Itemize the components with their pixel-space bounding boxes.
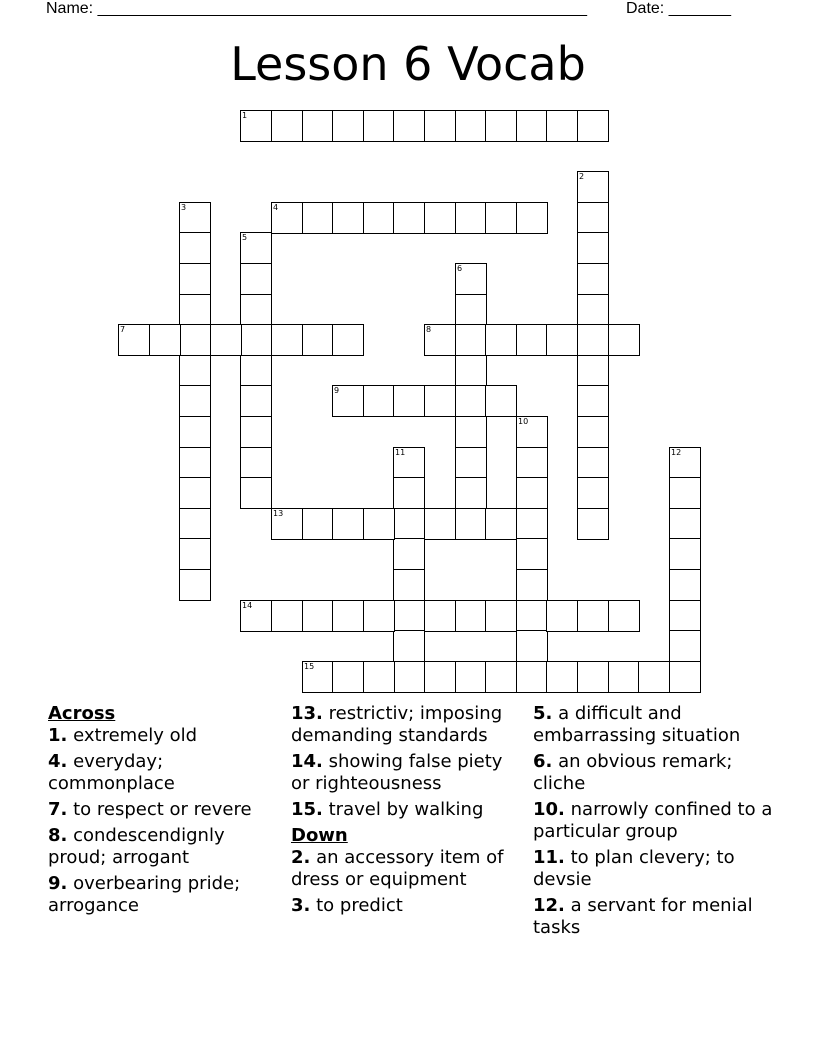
crossword-cell[interactable] (179, 263, 211, 295)
crossword-cell[interactable] (240, 416, 272, 448)
crossword-cell[interactable] (240, 232, 272, 264)
crossword-cell[interactable] (302, 661, 334, 693)
crossword-cell[interactable] (577, 110, 609, 142)
crossword-cell[interactable] (393, 385, 425, 417)
clue-column-3 (533, 703, 773, 943)
crossword-cell[interactable] (516, 447, 548, 479)
clue-across-7: 7. to respect or revere (48, 799, 252, 820)
clue-column-1 (48, 703, 273, 921)
crossword-cell[interactable] (546, 600, 578, 632)
cell-number: 11 (395, 448, 406, 457)
crossword-cell[interactable] (577, 263, 609, 295)
crossword-cell[interactable] (516, 600, 548, 632)
crossword-cell[interactable] (332, 600, 364, 632)
crossword-cell[interactable] (302, 202, 334, 234)
clue-down-11: 11. to plan clevery; to devsie (533, 847, 735, 890)
crossword-cell[interactable] (271, 324, 303, 356)
crossword-cell[interactable] (363, 508, 395, 540)
crossword-cell[interactable] (393, 569, 425, 601)
crossword-cell[interactable] (516, 630, 548, 662)
crossword-cell[interactable] (302, 600, 334, 632)
crossword-cell[interactable] (424, 600, 456, 632)
clue-down-5: 5. a difficult and embarrassing situation (533, 703, 741, 746)
crossword-cell[interactable] (577, 477, 609, 509)
crossword-cell[interactable] (669, 630, 701, 662)
crossword-cell[interactable] (485, 324, 517, 356)
clue-across-9: 9. overbearing pride; arrogance (48, 873, 241, 916)
cell-number: 10 (518, 417, 529, 426)
crossword-cell[interactable] (455, 202, 487, 234)
crossword-cell[interactable] (577, 508, 609, 540)
crossword-cell[interactable] (546, 110, 578, 142)
clue-down-2: 2. an accessory item of dress or equipment (291, 847, 504, 890)
crossword-cell[interactable] (179, 355, 211, 387)
crossword-cell[interactable] (424, 110, 456, 142)
crossword-cell[interactable] (393, 600, 425, 632)
crossword-cell[interactable] (516, 661, 548, 693)
crossword-cell[interactable] (577, 232, 609, 264)
cell-number: 4 (273, 203, 279, 212)
crossword-cell[interactable] (577, 600, 609, 632)
crossword-cell[interactable] (240, 477, 272, 509)
cell-number: 7 (120, 325, 126, 334)
crossword-cell[interactable] (393, 538, 425, 570)
cell-number: 8 (426, 325, 432, 334)
cell-number: 3 (181, 203, 187, 212)
crossword-cell[interactable] (332, 385, 364, 417)
clue-column-2 (291, 703, 521, 921)
crossword-cell[interactable] (455, 385, 487, 417)
crossword-cell[interactable] (271, 600, 303, 632)
crossword-cell[interactable] (485, 202, 517, 234)
crossword-cell[interactable] (179, 508, 211, 540)
crossword-cell[interactable] (424, 202, 456, 234)
crossword-cell[interactable] (669, 508, 701, 540)
crossword-cell[interactable] (577, 661, 609, 693)
clue-down-10: 10. narrowly confined to a particular group (533, 799, 773, 842)
date-field-label[interactable]: Date: _______ (626, 0, 731, 17)
crossword-cell[interactable] (455, 110, 487, 142)
cell-number: 2 (579, 172, 585, 181)
crossword-cell[interactable] (240, 324, 272, 356)
crossword-cell[interactable] (363, 385, 395, 417)
crossword-cell[interactable] (302, 110, 334, 142)
crossword-cell[interactable] (393, 202, 425, 234)
crossword-cell[interactable] (363, 661, 395, 693)
crossword-cell[interactable] (516, 324, 548, 356)
crossword-cell[interactable] (669, 600, 701, 632)
crossword-cell[interactable] (240, 263, 272, 295)
crossword-cell[interactable] (118, 324, 150, 356)
crossword-cell[interactable] (608, 661, 640, 693)
crossword-cell[interactable] (516, 477, 548, 509)
crossword-cell[interactable] (302, 324, 334, 356)
crossword-cell[interactable] (240, 355, 272, 387)
crossword-cell[interactable] (149, 324, 181, 356)
clue-down-3: 3. to predict (291, 895, 403, 916)
clue-across-8: 8. condescendignly proud; arrogant (48, 825, 225, 868)
crossword-cell[interactable] (179, 294, 211, 326)
crossword-cell[interactable] (455, 263, 487, 295)
crossword-cell[interactable] (271, 202, 303, 234)
crossword-cell[interactable] (669, 661, 701, 693)
crossword-cell[interactable] (455, 508, 487, 540)
crossword-cell[interactable] (546, 661, 578, 693)
crossword-cell[interactable] (485, 661, 517, 693)
crossword-cell[interactable] (516, 508, 548, 540)
crossword-cell[interactable] (577, 385, 609, 417)
crossword-cell[interactable] (455, 355, 487, 387)
clue-across-1: 1. extremely old (48, 725, 198, 746)
crossword-cell[interactable] (393, 661, 425, 693)
crossword-cell[interactable] (577, 294, 609, 326)
down-heading: Down (291, 825, 348, 846)
crossword-cell[interactable] (516, 110, 548, 142)
crossword-cell[interactable] (363, 600, 395, 632)
name-field-label[interactable]: Name: _______________________________________________________ (46, 0, 587, 17)
crossword-cell[interactable] (393, 110, 425, 142)
crossword-cell[interactable] (393, 630, 425, 662)
crossword-cell[interactable] (302, 508, 334, 540)
crossword-cell[interactable] (577, 324, 609, 356)
crossword-cell[interactable] (179, 569, 211, 601)
crossword-cell[interactable] (393, 477, 425, 509)
clue-across-14: 14. showing false piety or righteousness (291, 751, 503, 794)
crossword-cell[interactable] (424, 385, 456, 417)
crossword-cell[interactable] (455, 416, 487, 448)
cell-number: 6 (457, 264, 463, 273)
crossword-cell[interactable] (485, 110, 517, 142)
crossword-cell[interactable] (608, 324, 640, 356)
cell-number: 5 (242, 233, 248, 242)
crossword-cell[interactable] (669, 569, 701, 601)
cell-number: 1 (242, 111, 248, 120)
crossword-cell[interactable] (179, 447, 211, 479)
crossword-cell[interactable] (577, 355, 609, 387)
crossword-cell[interactable] (424, 661, 456, 693)
crossword-cell[interactable] (179, 416, 211, 448)
crossword-cell[interactable] (179, 538, 211, 570)
crossword-cell[interactable] (577, 447, 609, 479)
across-heading: Across (48, 703, 116, 724)
crossword-cell[interactable] (577, 202, 609, 234)
crossword-cell[interactable] (455, 477, 487, 509)
crossword-cell[interactable] (485, 600, 517, 632)
crossword-cell[interactable] (485, 385, 517, 417)
crossword-cell[interactable] (363, 202, 395, 234)
crossword-cell[interactable] (240, 447, 272, 479)
clue-across-15: 15. travel by walking (291, 799, 484, 820)
crossword-cell[interactable] (332, 324, 364, 356)
crossword-cell[interactable] (179, 232, 211, 264)
crossword-cell[interactable] (363, 110, 395, 142)
crossword-cell[interactable] (240, 110, 272, 142)
clue-across-4: 4. everyday; commonplace (48, 751, 175, 794)
crossword-cell[interactable] (332, 110, 364, 142)
crossword-cell[interactable] (546, 324, 578, 356)
crossword-cell[interactable] (669, 447, 701, 479)
crossword-cell[interactable] (455, 661, 487, 693)
crossword-cell[interactable] (424, 508, 456, 540)
crossword-cell[interactable] (455, 600, 487, 632)
crossword-cell[interactable] (577, 416, 609, 448)
cell-number: 9 (334, 386, 340, 395)
crossword-cell[interactable] (577, 171, 609, 203)
cell-number: 13 (273, 509, 284, 518)
crossword-cell[interactable] (516, 202, 548, 234)
crossword-cell[interactable] (210, 324, 242, 356)
crossword-cell[interactable] (608, 600, 640, 632)
crossword-cell[interactable] (393, 508, 425, 540)
crossword-cell[interactable] (332, 661, 364, 693)
crossword-cell[interactable] (179, 202, 211, 234)
crossword-cell[interactable] (516, 416, 548, 448)
crossword-cell[interactable] (424, 324, 456, 356)
crossword-cell[interactable] (179, 324, 211, 356)
crossword-cell[interactable] (179, 385, 211, 417)
clue-down-12: 12. a servant for menial tasks (533, 895, 753, 938)
crossword-cell[interactable] (271, 508, 303, 540)
crossword-cell[interactable] (669, 538, 701, 570)
crossword-cell[interactable] (240, 294, 272, 326)
cell-number: 14 (242, 601, 253, 610)
crossword-cell[interactable] (271, 110, 303, 142)
crossword-cell[interactable] (455, 324, 487, 356)
crossword-cell[interactable] (393, 447, 425, 479)
crossword-cell[interactable] (332, 508, 364, 540)
crossword-cell[interactable] (485, 508, 517, 540)
crossword-cell[interactable] (516, 569, 548, 601)
crossword-cell[interactable] (669, 477, 701, 509)
cell-number: 15 (304, 662, 315, 671)
crossword-cell[interactable] (332, 202, 364, 234)
clue-across-13: 13. restrictiv; imposing demanding standards (291, 703, 503, 746)
crossword-cell[interactable] (516, 538, 548, 570)
clue-down-6: 6. an obvious remark; cliche (533, 751, 733, 794)
cell-number: 12 (671, 448, 682, 457)
crossword-cell[interactable] (455, 447, 487, 479)
crossword-cell[interactable] (179, 477, 211, 509)
page-title: Lesson 6 Vocab (230, 37, 586, 91)
crossword-cell[interactable] (455, 294, 487, 326)
crossword-cell[interactable] (240, 600, 272, 632)
crossword-cell[interactable] (240, 385, 272, 417)
crossword-cell[interactable] (638, 661, 670, 693)
